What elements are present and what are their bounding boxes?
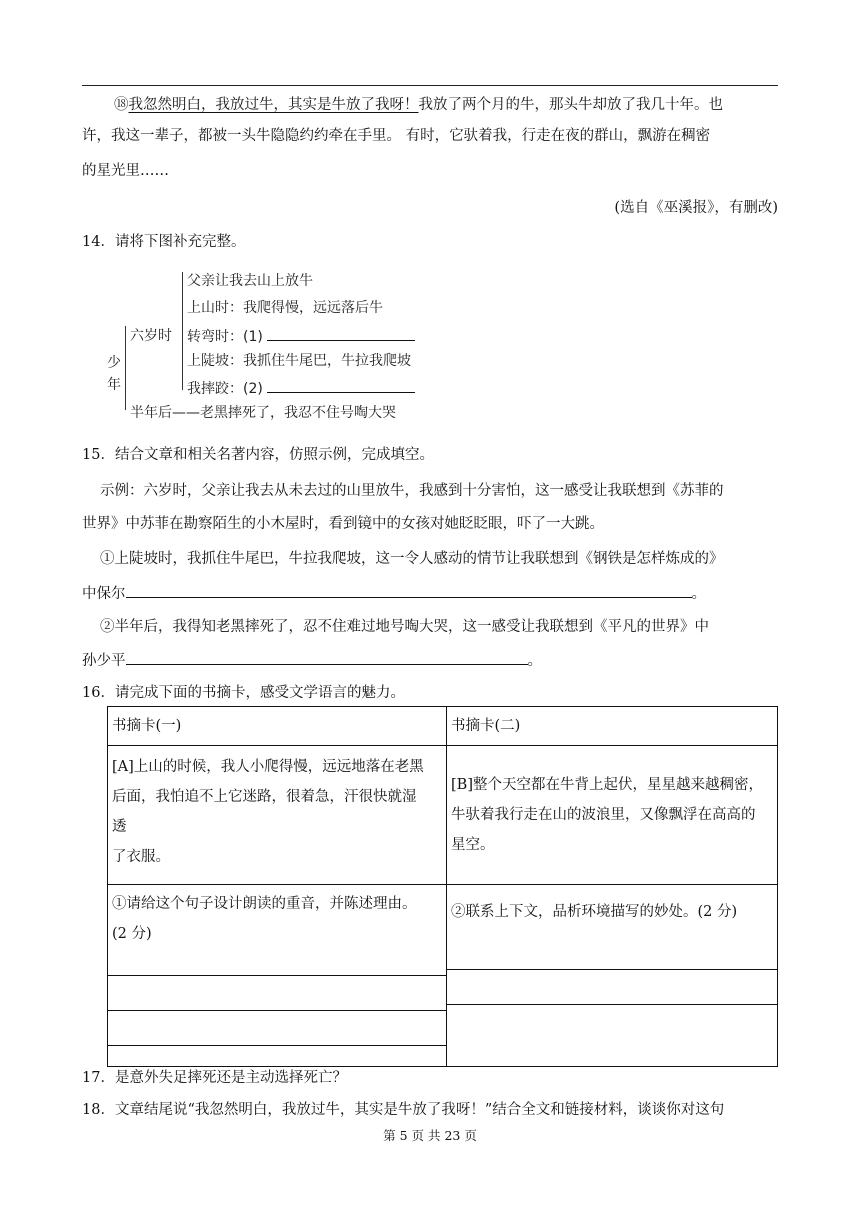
q15-label: 15．结合文章和相关名著内容，仿照示例，完成填空。: [82, 447, 434, 463]
card2-task: [447, 885, 777, 969]
card1-title: 书摘卡(一): [112, 718, 182, 734]
diagram-item-4: 上陡坡：我抓住牛尾巴，牛拉我爬坡: [187, 353, 411, 369]
card2-excerpt-line: [B]整个天空都在牛背上起伏，星星越来越稠密，: [451, 777, 763, 793]
card1-task-cell: [108, 885, 447, 1067]
para18-line1: [114, 93, 723, 114]
source-citation: (选自《巫溪报》，有删改): [614, 200, 778, 216]
diagram-branch-bracket: [182, 272, 183, 390]
card1-task-line: (2 分): [112, 926, 152, 942]
q15-item1-line2: [82, 581, 706, 603]
card1-task-line: ①请给这个句子设计朗读的重音，并陈述理由。: [112, 896, 417, 912]
header-rule: [82, 85, 778, 86]
card1-excerpt-line: 了衣服。: [112, 849, 170, 865]
diagram-root-char-2: 年: [107, 377, 121, 393]
diagram-item-1: 父亲让我去山上放牛: [187, 273, 313, 289]
diagram-after-item: 半年后——老黑摔死了，我忍不住号啕大哭: [130, 405, 396, 421]
para18-underlined-text: 我忽然明白，我放过牛，其实是牛放了我呀！: [128, 97, 419, 113]
q18-label: 18．文章结尾说“我忽然明白，我放过牛，其实是牛放了我呀！”结合全文和链接材料，谈谈你对这句: [82, 1102, 725, 1118]
q15-item1-line1: ①上陡坡时，我抓住牛尾巴，牛拉我爬坡，这一令人感动的情节让我联想到《钢铁是怎样炼成的》: [100, 551, 724, 567]
diagram-item-5: [187, 376, 415, 398]
q15-example-line2: 世界》中苏菲在勘察陌生的小木屋时，看到镜中的女孩对她眨眨眼，吓了一大跳。: [82, 516, 604, 532]
card1-answer-line-3[interactable]: [108, 1045, 446, 1066]
diagram-item-2: 上山时：我爬得慢，远远落后牛: [187, 300, 383, 316]
diagram-root-char-1: 少: [107, 355, 121, 371]
q14-label: 14．请将下图补充完整。: [82, 234, 246, 250]
card1-answer-line-1[interactable]: [108, 975, 446, 1010]
card2-title: 书摘卡(二): [451, 718, 521, 734]
card2-excerpt: [447, 766, 777, 864]
answer-blank-3[interactable]: [126, 581, 692, 598]
para18-number: ⑱: [114, 97, 129, 113]
card1-excerpt-line: [A]上山的时候，我人小爬得慢，远远地落在老黑: [112, 759, 424, 775]
card1-excerpt-line: 透: [112, 819, 127, 835]
q15-item2-line1: ②半年后，我得知老黑摔死了，忍不住难过地号啕大哭，这一感受让我联想到《平凡的世界》中: [100, 619, 709, 635]
q15-example-line1: 示例：六岁时，父亲让我去从未去过的山里放牛，我感到十分害怕，这一感受让我联想到《苏菲的: [100, 483, 724, 499]
card2-task-line: ②联系上下文，品析环境描写的妙处。(2 分): [451, 904, 738, 920]
period-mark: 。: [527, 653, 542, 669]
card1-excerpt-line: 后面，我怕追不上它迷路，很着急，汗很快就湿: [112, 789, 417, 805]
answer-blank-4[interactable]: [126, 648, 528, 665]
diagram-item-3: [187, 324, 415, 346]
card1-excerpt: [108, 746, 446, 876]
period-mark: 。: [691, 586, 706, 602]
card2-excerpt-cell: [447, 746, 778, 885]
card1-task: [108, 885, 446, 975]
card2-answer-line-1[interactable]: [447, 969, 777, 1004]
q15-item2-line2: [82, 648, 542, 670]
book-excerpt-cards: [107, 706, 778, 1067]
diagram-root-bracket: [125, 326, 126, 410]
q17-label: 17．是意外失足摔死还是主动选择死亡？: [82, 1070, 347, 1086]
answer-blank-2[interactable]: [267, 376, 415, 393]
para18-text: 我放了两个月的牛，那头牛却放了我几十年。也: [418, 97, 723, 113]
card2-answer-line-2[interactable]: [447, 1004, 777, 1061]
card2-excerpt-line: 牛驮着我行走在山的波浪里，又像飘浮在高高的: [451, 807, 756, 823]
para18-line2: 许，我这一辈子，都被一头牛隐隐约约牵在手里。 有时，它驮着我，行走在夜的群山，飘游在稠密: [82, 128, 711, 144]
q16-label: 16．请完成下面的书摘卡，感受文学语言的魅力。: [82, 685, 405, 701]
q15-item2-prefix: 孙少平: [82, 653, 126, 669]
card2-title-cell: [447, 707, 778, 746]
card1-answer-line-2[interactable]: [108, 1010, 446, 1045]
card1-excerpt-cell: [108, 746, 447, 885]
para18-line3: 的星光里……: [82, 163, 169, 179]
card2-excerpt-line: 星空。: [451, 837, 495, 853]
answer-blank-1[interactable]: [267, 324, 415, 341]
card2-task-cell: [447, 885, 778, 1067]
diagram-item-3-label: 转弯时：(1): [187, 329, 263, 345]
page-footer: 第 5 页 共 23 页: [383, 1128, 477, 1143]
diagram-item-5-label: 我摔跤：(2): [187, 381, 263, 397]
card1-title-cell: [108, 707, 447, 746]
diagram-branch-label: 六岁时: [130, 328, 172, 344]
q15-item1-prefix: 中保尔: [82, 586, 126, 602]
